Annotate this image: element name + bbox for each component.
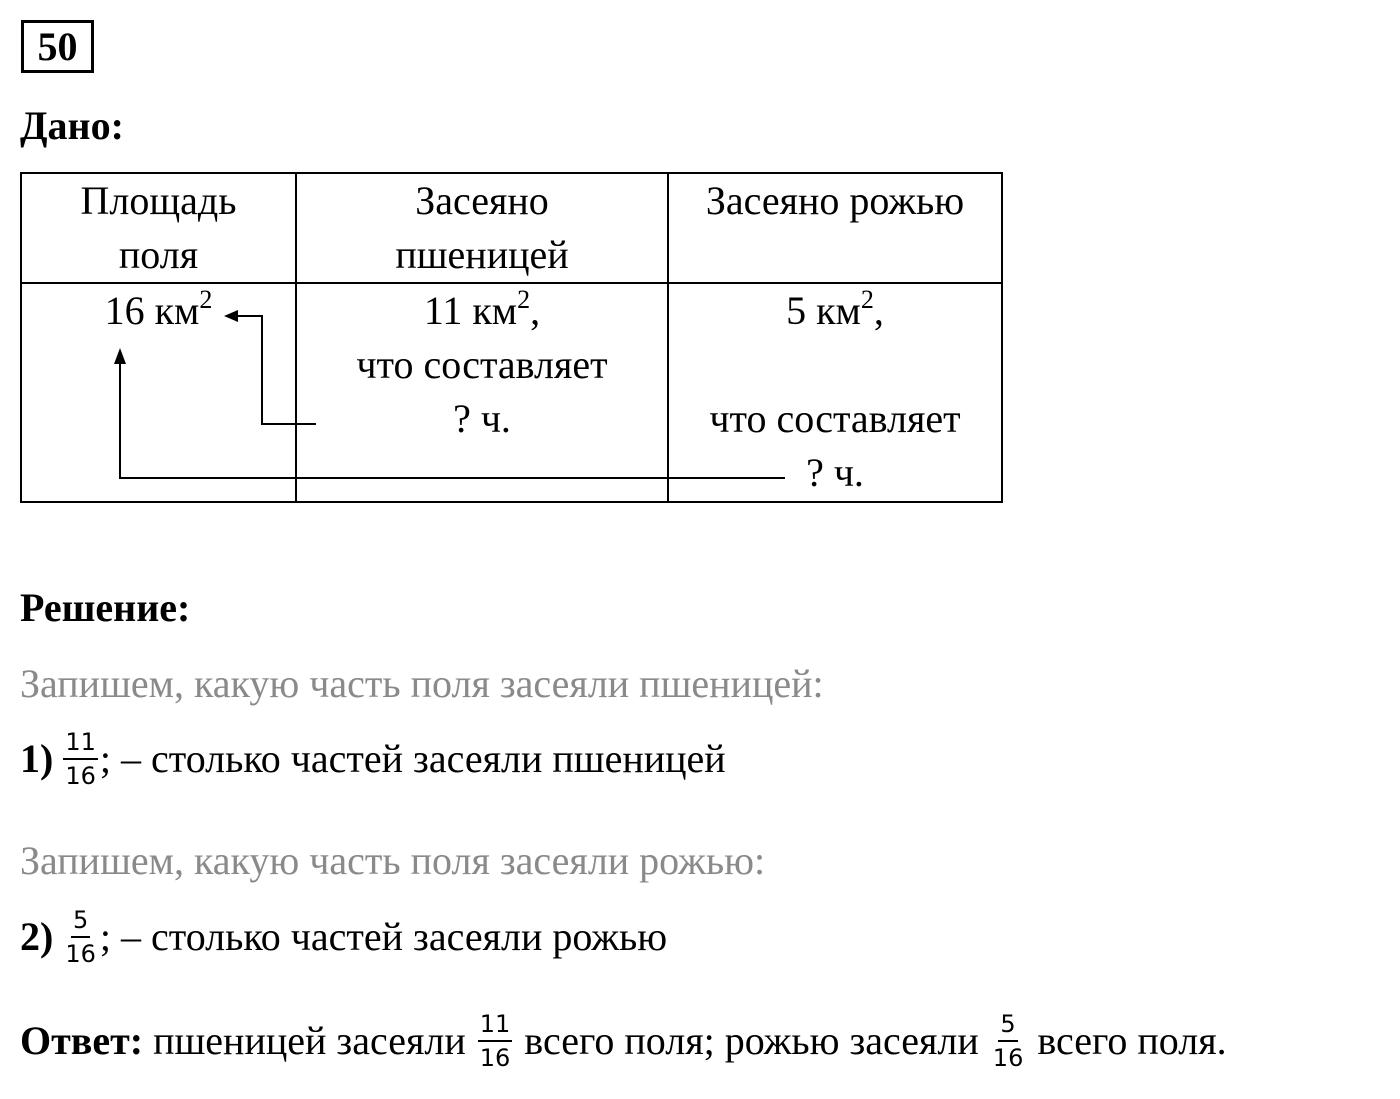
numerator: 11: [478, 1012, 513, 1042]
numerator: 5: [71, 908, 90, 938]
step-label: 1): [20, 736, 54, 781]
hint-rye: Запишем, какую часть поля засеяли рожью:: [20, 838, 766, 883]
answer-text: всего поля; рожью засеяли: [524, 1018, 979, 1063]
header-text: Засеяно рожью: [705, 178, 965, 223]
header-text: пшеницей: [395, 232, 569, 277]
answer-fraction-rye: [991, 1012, 1026, 1070]
answer-text: всего поля.: [1037, 1018, 1227, 1063]
given-title: Дано:: [20, 103, 124, 148]
rye-arrow: [120, 362, 787, 478]
problem-number: 50: [21, 20, 94, 73]
header-text: поля: [118, 232, 199, 277]
numerator: 11: [63, 730, 98, 760]
numerator: 5: [998, 1012, 1017, 1042]
fraction-wheat: [63, 730, 98, 788]
rye-text: что составляет: [709, 396, 961, 441]
wheat-question: ? ч.: [453, 396, 511, 441]
denominator: 16: [65, 762, 96, 790]
header-text: Площадь: [80, 178, 237, 223]
header-text: Засеяно: [415, 178, 549, 223]
step-1: [20, 730, 726, 788]
wheat-arrow-head: [224, 310, 238, 322]
rye-question: ? ч.: [785, 446, 885, 500]
step-text: ; – столько частей засеяли пшеницей: [99, 736, 726, 781]
wheat-value: 11 $км^2$,: [423, 284, 541, 333]
answer: [20, 1012, 1227, 1070]
denominator: 16: [992, 1044, 1024, 1072]
hint-wheat: Запишем, какую часть поля засеяли пшеницей:: [20, 661, 824, 706]
answer-text: пшеницей засеяли: [153, 1018, 466, 1063]
rye-value: 5 $км^2$,: [786, 284, 884, 333]
wheat-arrow: [236, 316, 316, 424]
denominator: 16: [65, 940, 96, 968]
denominator: 16: [479, 1044, 511, 1072]
solution-title: Решение:: [20, 585, 191, 630]
fraction-rye: [63, 908, 98, 966]
answer-label: Ответ:: [20, 1018, 144, 1063]
rye-arrow-head: [114, 348, 126, 364]
wheat-text: что составляет: [356, 342, 608, 387]
step-text: ; – столько частей засеяли рожью: [99, 914, 668, 959]
step-label: 2): [20, 914, 54, 959]
answer-fraction-wheat: [478, 1012, 513, 1070]
step-2: [20, 908, 667, 966]
area-value: 16 $км^2$: [104, 284, 213, 333]
